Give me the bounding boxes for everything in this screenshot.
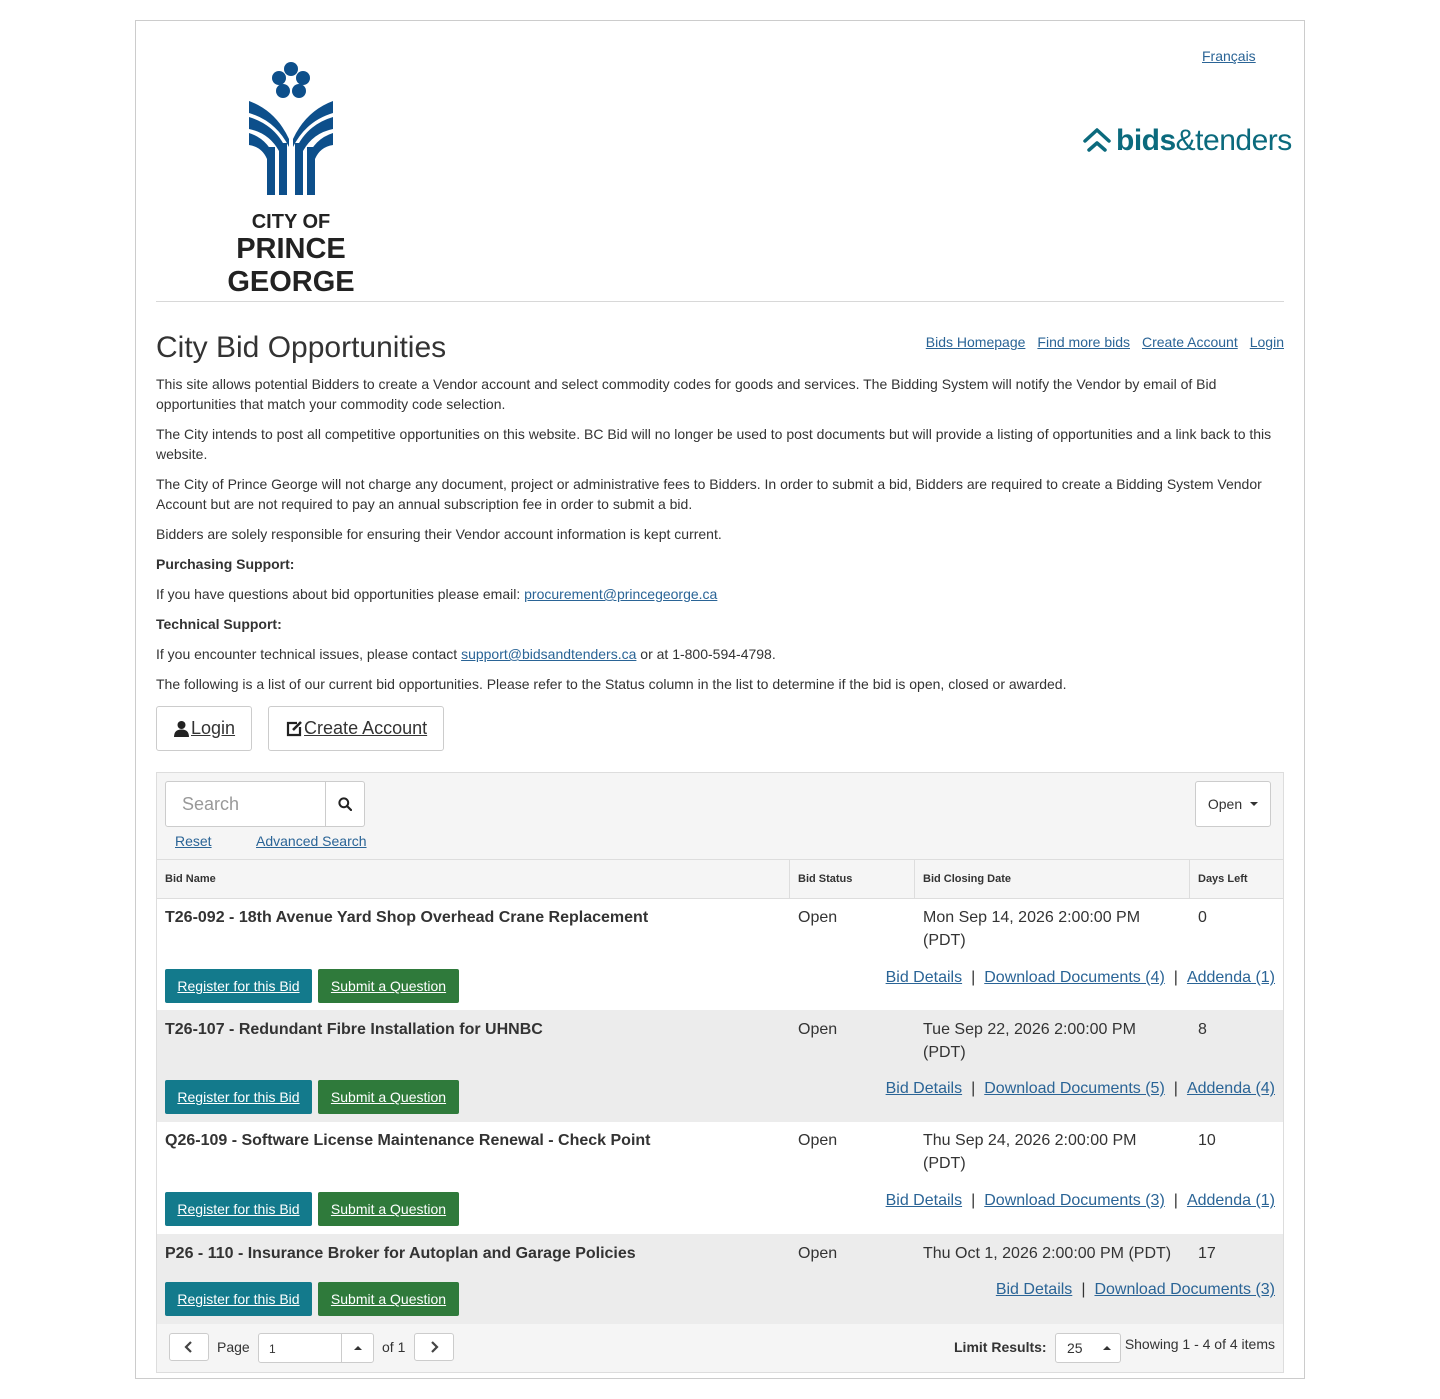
bid-closing-date: Thu Sep 24, 2026 2:00:00 PM — [923, 1132, 1137, 1149]
register-bid-button[interactable]: Register for this Bid — [165, 1080, 312, 1114]
edit-icon — [285, 720, 303, 738]
page-number-value: 1 — [269, 1342, 276, 1356]
technical-phone-text: or at 1-800-594-4798. — [636, 646, 776, 662]
chevron-up-logo-icon — [1082, 127, 1112, 155]
page-title: City Bid Opportunities — [156, 331, 447, 364]
link-separator: | — [1173, 1192, 1178, 1209]
bid-days-left: 0 — [1198, 909, 1207, 926]
top-nav — [926, 334, 1284, 350]
bid-name: P26 - 110 - Insurance Broker for Autoplan and Garage Policies — [165, 1245, 636, 1262]
nav-bids-homepage[interactable]: Bids Homepage — [925, 334, 1026, 350]
register-bid-button[interactable]: Register for this Bid — [165, 969, 312, 1003]
bid-closing-timezone: (PDT) — [923, 932, 966, 949]
table-row — [157, 1010, 1283, 1122]
bid-name: T26-092 - 18th Avenue Yard Shop Overhead Crane Replacement — [165, 909, 649, 926]
status-filter-value: Open — [1207, 796, 1243, 812]
limit-results-value: 25 — [1067, 1340, 1083, 1356]
table-row — [157, 1234, 1283, 1324]
column-header-bid-status[interactable]: Bid Status — [789, 860, 914, 898]
bid-closing-date: Thu Oct 1, 2026 2:00:00 PM (PDT) — [923, 1245, 1172, 1262]
link-separator: | — [971, 1080, 976, 1097]
download-documents-link[interactable]: Download Documents (3) — [984, 1192, 1165, 1209]
create-account-button[interactable] — [268, 706, 444, 751]
pagination-bar — [157, 1325, 1283, 1371]
bid-days-left: 8 — [1198, 1021, 1207, 1038]
showing-items-text: Showing 1 - 4 of 4 items — [1124, 1336, 1275, 1352]
bid-closing-timezone: (PDT) — [923, 1044, 966, 1061]
login-button[interactable] — [156, 706, 252, 751]
submit-question-button[interactable]: Submit a Question — [318, 1282, 459, 1316]
table-row — [157, 899, 1283, 1010]
bid-status: Open — [798, 1245, 838, 1262]
submit-question-button[interactable]: Submit a Question — [318, 969, 459, 1003]
bid-details-link[interactable]: Bid Details — [885, 969, 963, 986]
language-link[interactable]: Français — [1202, 48, 1256, 64]
table-header — [157, 859, 1283, 899]
table-row — [157, 1122, 1283, 1234]
intro-text — [156, 374, 1286, 704]
advanced-search-link[interactable]: Advanced Search — [256, 833, 367, 849]
nav-login[interactable]: Login — [1249, 334, 1284, 350]
column-header-bid-name[interactable]: Bid Name — [165, 873, 216, 885]
bidsandtenders-logo[interactable] — [1082, 123, 1292, 159]
status-filter-dropdown[interactable] — [1195, 781, 1271, 827]
search-button[interactable] — [326, 781, 365, 827]
org-name-line2: PRINCE GEORGE — [227, 233, 355, 298]
page-frame — [135, 20, 1305, 1379]
limit-results-dropdown[interactable] — [1055, 1333, 1121, 1363]
intro-paragraph: This site allows potential Bidders to create a Vendor account and select commodity codes for goods and services. The Bidding System will notify the Vendor by email of Bid opportunities that match your commodity code selection. — [156, 376, 1217, 412]
bid-days-left: 17 — [1198, 1245, 1216, 1262]
page-label: Page — [217, 1339, 250, 1355]
search-input[interactable]: Search — [165, 781, 326, 827]
login-button-label: Login — [191, 718, 236, 738]
bid-days-left: 10 — [1198, 1132, 1216, 1149]
next-page-button[interactable] — [414, 1333, 454, 1361]
page-spinner[interactable] — [341, 1334, 373, 1362]
bid-closing-date: Tue Sep 22, 2026 2:00:00 PM — [923, 1021, 1136, 1038]
addenda-link[interactable]: Addenda (1) — [1186, 969, 1275, 986]
link-separator: | — [971, 1192, 976, 1209]
nav-find-more-bids[interactable]: Find more bids — [1037, 334, 1130, 350]
download-documents-link[interactable]: Download Documents (5) — [984, 1080, 1165, 1097]
link-separator: | — [1081, 1281, 1086, 1298]
bid-links — [886, 1192, 1275, 1210]
org-name-line1: CITY OF — [251, 211, 331, 233]
brand-light: &tenders — [1175, 124, 1292, 157]
previous-page-button[interactable] — [169, 1333, 209, 1361]
create-account-button-label: Create Account — [304, 718, 428, 738]
bid-name: T26-107 - Redundant Fibre Installation for UHNBC — [165, 1021, 543, 1038]
search-icon — [338, 797, 352, 811]
addenda-link[interactable]: Addenda (4) — [1186, 1080, 1275, 1097]
bid-details-link[interactable]: Bid Details — [995, 1281, 1073, 1298]
bid-closing-timezone: (PDT) — [923, 1155, 966, 1172]
page-number-input[interactable] — [258, 1333, 374, 1363]
technical-text: If you encounter technical issues, please contact — [156, 646, 462, 662]
bid-closing-date: Mon Sep 14, 2026 2:00:00 PM — [923, 909, 1141, 926]
purchasing-email-link[interactable]: procurement@princegeorge.ca — [524, 586, 718, 602]
bid-status: Open — [798, 1132, 838, 1149]
reset-link[interactable]: Reset — [175, 833, 212, 849]
city-emblem-icon — [176, 59, 406, 209]
bid-details-link[interactable]: Bid Details — [885, 1080, 963, 1097]
register-bid-button[interactable]: Register for this Bid — [165, 1282, 312, 1316]
purchasing-heading: Purchasing Support: — [156, 556, 295, 572]
submit-question-button[interactable]: Submit a Question — [318, 1192, 459, 1226]
purchasing-text: If you have questions about bid opportunities please email: — [156, 586, 525, 602]
bid-list-panel — [156, 772, 1284, 1373]
user-icon — [173, 720, 190, 737]
bid-status: Open — [798, 909, 838, 926]
bid-status: Open — [798, 1021, 838, 1038]
link-separator: | — [971, 969, 976, 986]
caret-down-icon — [1250, 802, 1258, 806]
caret-up-icon — [1103, 1346, 1111, 1350]
caret-up-icon — [354, 1346, 362, 1350]
link-separator: | — [1173, 969, 1178, 986]
chevron-left-icon — [184, 1341, 194, 1353]
bid-links — [996, 1281, 1275, 1299]
limit-results-label: Limit Results: — [954, 1339, 1047, 1355]
technical-heading: Technical Support: — [156, 616, 282, 632]
technical-email-link[interactable]: support@bidsandtenders.ca — [461, 646, 637, 662]
account-buttons — [156, 706, 444, 751]
list-intro: The following is a list of our current bid opportunities. Please refer to the Status column in the list to determine if the bid is open, closed or awarded. — [156, 676, 1067, 692]
bid-details-link[interactable]: Bid Details — [885, 1192, 963, 1209]
page-count-label: of 1 — [382, 1339, 406, 1355]
bid-links — [886, 1080, 1275, 1098]
intro-paragraph: Bidders are solely responsible for ensuring their Vendor account information is kept current. — [156, 526, 722, 542]
chevron-right-icon — [429, 1341, 439, 1353]
nav-create-account[interactable]: Create Account — [1142, 334, 1238, 350]
submit-question-button[interactable]: Submit a Question — [318, 1080, 459, 1114]
bid-name: Q26-109 - Software License Maintenance Renewal - Check Point — [165, 1132, 651, 1149]
bid-links — [886, 969, 1275, 987]
register-bid-button[interactable]: Register for this Bid — [165, 1192, 312, 1226]
download-documents-link[interactable]: Download Documents (3) — [1094, 1281, 1275, 1298]
download-documents-link[interactable]: Download Documents (4) — [984, 969, 1165, 986]
addenda-link[interactable]: Addenda (1) — [1186, 1192, 1275, 1209]
search-box — [165, 781, 365, 827]
link-separator: | — [1173, 1080, 1178, 1097]
city-logo[interactable] — [176, 59, 406, 298]
column-header-closing-date[interactable]: Bid Closing Date — [914, 860, 1189, 898]
intro-paragraph: The City of Prince George will not charge any document, project or administrative fees to Bidders. In order to submit a bid, Bidders are required to create a Bidding System Vendor Account but are not required to pay an annual subscription fee in order to submit a bid. — [156, 476, 1262, 512]
intro-paragraph: The City intends to post all competitive opportunities on this website. BC Bid will no longer be used to post documents but will provide a listing of opportunities and a link back to this website. — [156, 426, 1272, 462]
column-header-days-left[interactable]: Days Left — [1189, 860, 1283, 898]
header-divider — [156, 301, 1284, 302]
brand-bold: bids — [1116, 124, 1176, 157]
